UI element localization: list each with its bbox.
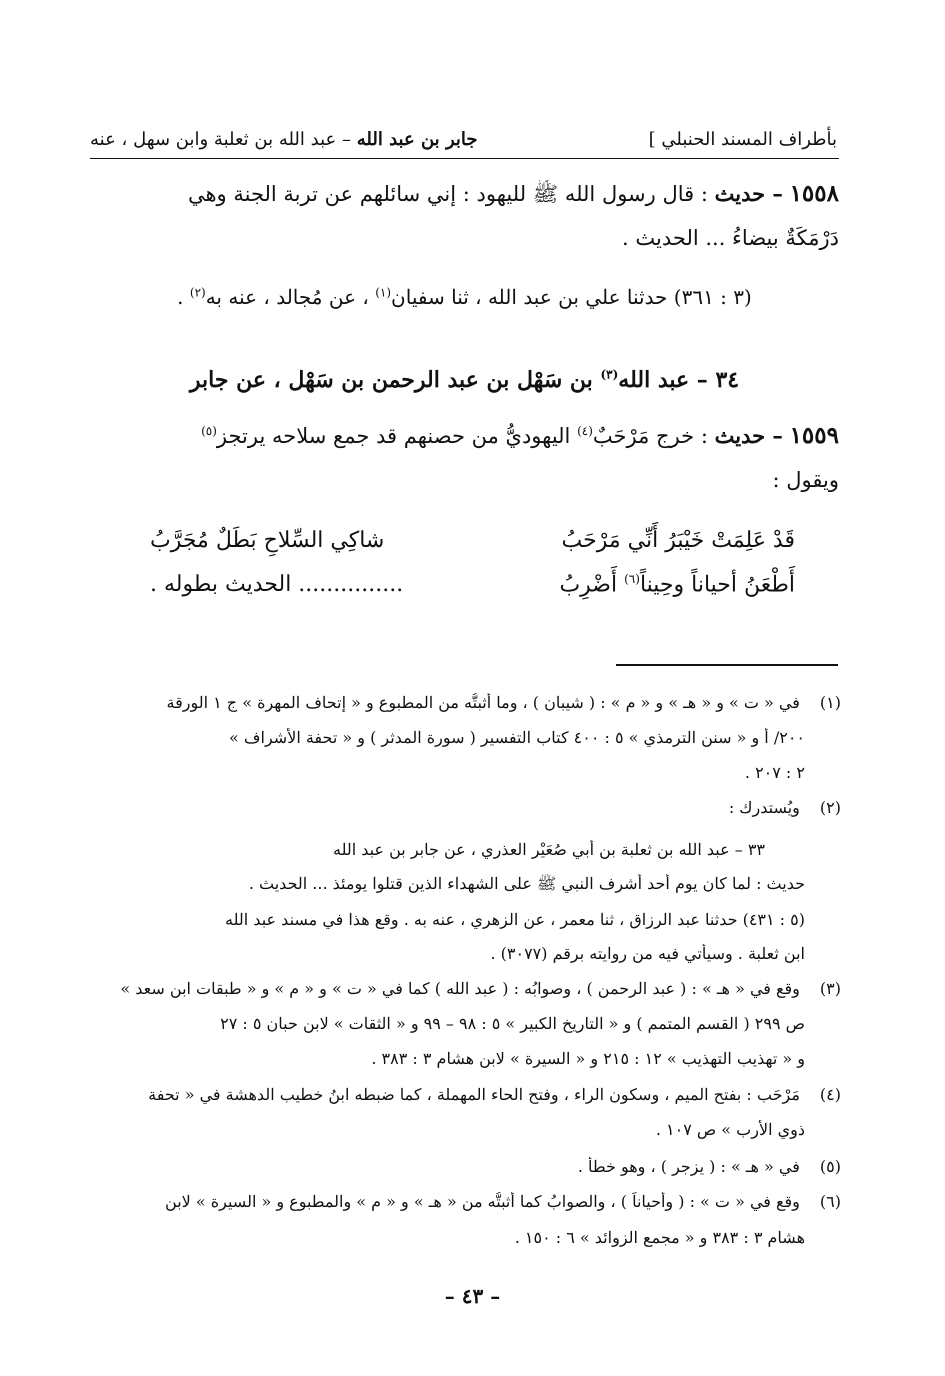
footnote-ref: (٢): [189, 285, 206, 300]
poem-hemistich: ............... الحديث بطوله .: [150, 572, 404, 597]
hadith-text: : خرج مَرْحَبٌ: [592, 424, 708, 448]
isnad-1558: [90, 285, 839, 309]
footnote-4-line-2: ذوي الأرب » ص ١٠٧ .: [655, 1120, 805, 1139]
footnote-6: [96, 1192, 841, 1211]
poem-verse-2: [150, 572, 795, 597]
isnad-text: .: [177, 285, 184, 309]
hadith-number: ١٥٥٨: [789, 180, 839, 207]
footnote-text: في « ت » و « هـ » و « م » : ( شيبان ) ، وما أثبتُّه من المطبوع و « إتحاف المهرة » ج ١ الورقة: [166, 693, 800, 712]
hadith-1559-line-2: ويقول :: [772, 468, 839, 492]
hadith-1558-line-2: دَرْمَكَةٌ بيضاءُ ... الحديث .: [622, 226, 839, 250]
poem-hemistich: [559, 572, 795, 597]
isnad-text: ، عن مُجالد ، عنه به: [205, 285, 369, 309]
footnote-text: وقع في « هـ » : ( عبد الرحمن ) ، وصوابُه : ( عبد الله ) كما في « ت » و « م » و « طبقات ابن سعد »: [120, 979, 800, 998]
footnote-3-line-2: ص ٢٩٩ ( القسم المتمم ) و « التاريخ الكبير » ٥ : ٩٨ – ٩٩ و « الثقات » لابن حبان ٥ : ٢٧: [220, 1014, 805, 1033]
footnote-text: ويُستدرك :: [728, 798, 800, 817]
poem-text: أَطْعَنُ أحياناً وحِيناً: [639, 572, 795, 598]
section-heading-text: بن سَهْل بن عبد الرحمن بن سَهْل ، عن جابر: [189, 367, 593, 393]
footnote-ref: (١): [375, 285, 392, 300]
footnote-text: وقع في « ت » : ( وأحياناً ) ، والصوابُ كما أثبتُّه من « هـ » و « م » والمطبوع و « السيرة » لابن: [165, 1192, 800, 1211]
hadith-keyword: – حديث: [714, 181, 783, 206]
footnote-1-line-2: ٢٠٠/ أ و « سنن الترمذي » ٥ : ٤٠٠ كتاب التفسير ( سورة المدثر ) و « تحفة الأشراف »: [229, 728, 805, 747]
footnote-3: [96, 979, 841, 998]
footnote-separator: [616, 664, 838, 666]
poem-hemistich: قَدْ عَلِمَتْ خَيْبَرُ أَنِّي مَرْحَبُ: [561, 528, 795, 553]
footnote-text: في « هـ » : ( يزجر ) ، وهو خطأ .: [577, 1157, 800, 1176]
footnote-3-line-3: و « تهذيب التهذيب » ١٢ : ٢١٥ و « السيرة » لابن هشام ٣ : ٣٨٣ .: [371, 1049, 805, 1068]
hadith-text: اليهوديُّ من حصنهم قد جمع سلاحه يرتجز: [216, 424, 571, 448]
footnote-2-line-4: (٥ : ٤٣١) حدثنا عبد الرزاق ، ثنا معمر ، عن الزهري ، عنه به . وقع هذا في مسند عبد الله: [225, 910, 805, 929]
footnote-5: [96, 1157, 841, 1176]
poem-hemistich: شاكِي السِّلاحِ بَطَلٌ مُجَرَّبُ: [150, 528, 385, 553]
footnote-4: [96, 1085, 841, 1104]
section-heading-34: [90, 367, 839, 393]
footnote-2-line-5: ابن ثعلبة . وسيأتي فيه من روايته برقم (٣٠٧٧) .: [490, 944, 805, 963]
footnote-1-line-3: ٢ : ٢٠٧ .: [744, 763, 805, 782]
footnote-2-line-2: ٣٣ – عبد الله بن ثعلبة بن أبي صُعَيْر العذري ، عن جابر بن عبد الله: [332, 840, 765, 859]
footnote-mark: (٣): [819, 979, 841, 998]
footnote-2: [96, 798, 841, 817]
isnad-text: (٣ : ٣٦١) حدثنا علي بن عبد الله ، ثنا سفيان: [391, 285, 752, 309]
footnote-6-line-2: هشام ٣ : ٣٨٣ و « مجمع الزوائد » ٦ : ١٥٠ .: [514, 1228, 805, 1247]
footnote-text: مَرْحَب : بفتح الميم ، وسكون الراء ، وفتح الحاء المهملة ، كما ضبطه ابنُ خطيب الدهشة في « تحفة: [148, 1085, 800, 1104]
header-chapter-bold: جابر بن عبد الله: [356, 128, 478, 150]
header-rule: [90, 158, 839, 159]
hadith-number: ١٥٥٩: [789, 422, 839, 449]
footnote-1: [96, 693, 841, 712]
footnote-ref: (٥): [201, 424, 217, 438]
footnote-2-line-3: حديث : لما كان يوم أحد أشرف النبي ﷺ على الشهداء الذين قتلوا يومئذ ... الحديث .: [248, 874, 805, 893]
poem-text: أَضْرِبُ: [559, 572, 618, 598]
footnote-mark: (٤): [819, 1085, 841, 1104]
footnote-mark: (٦): [819, 1192, 841, 1211]
header-chapter: [90, 129, 478, 150]
footnote-mark: (٢): [819, 798, 841, 817]
section-heading-text: ٣٤ – عبد الله: [618, 367, 740, 393]
footnote-ref: (٤): [577, 424, 593, 438]
page-number: – ٤٣ –: [444, 1284, 501, 1308]
footnote-mark: (٥): [819, 1157, 841, 1176]
running-header: [90, 122, 837, 156]
hadith-1558-line-1: [92, 180, 839, 212]
footnote-mark: (١): [819, 693, 841, 712]
poem-verse-1: [150, 528, 795, 553]
hadith-text: : قال رسول الله ﷺ لليهود : إني سائلهم عن تربة الجنة وهي: [187, 182, 708, 206]
footnote-ref: (٦): [624, 572, 640, 586]
header-book-title: بأطراف المسند الحنبلي ]: [648, 128, 837, 150]
header-chapter-rest: – عبد الله بن ثعلبة وابن سهل ، عنه: [90, 128, 351, 150]
hadith-keyword: – حديث: [714, 423, 783, 448]
hadith-1559-line-1: [92, 422, 839, 449]
footnote-ref: (٣): [600, 367, 619, 382]
